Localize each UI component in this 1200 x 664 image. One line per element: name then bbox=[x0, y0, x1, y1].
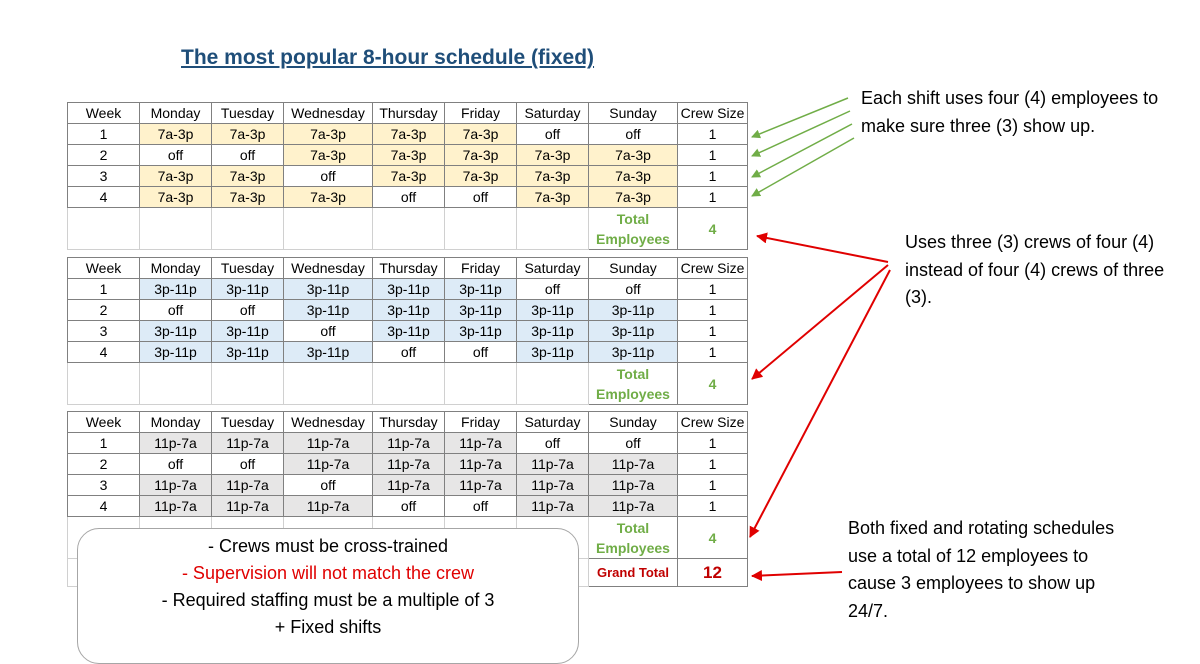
green-arrow-row-3 bbox=[752, 124, 852, 177]
total-employees-value: 4 bbox=[678, 363, 748, 405]
crew-size-cell: 1 bbox=[678, 475, 748, 496]
shift-cell: 11p-7a bbox=[517, 475, 589, 496]
notes-line-staffing: - Required staffing must be a multiple of 3 bbox=[161, 590, 495, 610]
column-header-sunday: Sunday bbox=[589, 412, 678, 433]
shift-cell: 3p-11p bbox=[517, 342, 589, 363]
shift-cell: 11p-7a bbox=[212, 496, 284, 517]
shift-cell: 11p-7a bbox=[589, 475, 678, 496]
shift-cell: 11p-7a bbox=[589, 496, 678, 517]
week-cell: 3 bbox=[68, 166, 140, 187]
column-header-monday: Monday bbox=[140, 258, 212, 279]
column-header-thursday: Thursday bbox=[373, 258, 445, 279]
shift-cell: 11p-7a bbox=[517, 454, 589, 475]
shift-cell: 11p-7a bbox=[373, 454, 445, 475]
shift-cell: 7a-3p bbox=[445, 145, 517, 166]
shift-cell: off bbox=[140, 145, 212, 166]
shift-cell: 3p-11p bbox=[212, 279, 284, 300]
shift-cell: off bbox=[517, 124, 589, 145]
shift-cell: 7a-3p bbox=[140, 166, 212, 187]
crew-size-cell: 1 bbox=[678, 300, 748, 321]
shift-cell: 11p-7a bbox=[284, 454, 373, 475]
shift-cell: off bbox=[517, 279, 589, 300]
shift-cell: 7a-3p bbox=[445, 124, 517, 145]
red-arrow-night-total bbox=[750, 270, 890, 537]
total-employees-value: 4 bbox=[678, 517, 748, 559]
shift-cell: off bbox=[589, 433, 678, 454]
notes-line-fixed-shifts: + Fixed shifts bbox=[274, 617, 382, 637]
shift-cell: 7a-3p bbox=[373, 166, 445, 187]
shift-cell: 7a-3p bbox=[140, 187, 212, 208]
week-cell: 4 bbox=[68, 342, 140, 363]
grand-total-value: 12 bbox=[678, 559, 748, 587]
shift-cell: off bbox=[589, 279, 678, 300]
page-title: The most popular 8-hour schedule (fixed) bbox=[181, 46, 595, 69]
column-header-saturday: Saturday bbox=[517, 258, 589, 279]
week-cell: 1 bbox=[68, 124, 140, 145]
shift-cell: 7a-3p bbox=[212, 124, 284, 145]
shift-cell: off bbox=[284, 321, 373, 342]
shift-cell: 7a-3p bbox=[589, 166, 678, 187]
column-header-friday: Friday bbox=[445, 103, 517, 124]
shift-cell: 3p-11p bbox=[140, 342, 212, 363]
crew-size-cell: 1 bbox=[678, 321, 748, 342]
shift-cell: 3p-11p bbox=[212, 342, 284, 363]
column-header-thursday: Thursday bbox=[373, 103, 445, 124]
column-header-crew-size: Crew Size bbox=[678, 258, 748, 279]
column-header-wednesday: Wednesday bbox=[284, 103, 373, 124]
shift-cell: 3p-11p bbox=[140, 279, 212, 300]
column-header-week: Week bbox=[68, 258, 140, 279]
shift-cell: 7a-3p bbox=[373, 145, 445, 166]
shift-cell: 3p-11p bbox=[589, 321, 678, 342]
red-arrow-evening-total bbox=[752, 265, 888, 379]
shift-cell: 11p-7a bbox=[445, 454, 517, 475]
shift-cell: 11p-7a bbox=[445, 475, 517, 496]
shift-cell: 7a-3p bbox=[284, 145, 373, 166]
column-header-week: Week bbox=[68, 412, 140, 433]
shift-cell: 3p-11p bbox=[373, 300, 445, 321]
shift-cell: off bbox=[517, 433, 589, 454]
week-cell: 4 bbox=[68, 187, 140, 208]
grand-total-annotation: Both fixed and rotating schedules use a total of 12 employees to cause 3 employees to show up 24/7. bbox=[848, 518, 1115, 621]
crew-size-cell: 1 bbox=[678, 279, 748, 300]
column-header-saturday: Saturday bbox=[517, 412, 589, 433]
shift-cell: 11p-7a bbox=[140, 475, 212, 496]
column-header-tuesday: Tuesday bbox=[212, 103, 284, 124]
crew-size-cell: 1 bbox=[678, 124, 748, 145]
shift-cell: off bbox=[373, 496, 445, 517]
shift-cell: 11p-7a bbox=[140, 496, 212, 517]
total-employees-label: Total Employees bbox=[589, 363, 678, 405]
total-employees-label: Total Employees bbox=[589, 517, 678, 559]
shift-cell: 7a-3p bbox=[445, 166, 517, 187]
total-employees-value: 4 bbox=[678, 208, 748, 250]
notes-line-cross-trained: - Crews must be cross-trained bbox=[207, 536, 449, 556]
grand-total-label: Grand Total bbox=[589, 559, 678, 587]
crew-size-cell: 1 bbox=[678, 433, 748, 454]
shift-cell: off bbox=[212, 454, 284, 475]
shift-cell: 11p-7a bbox=[284, 433, 373, 454]
shift-cell: 11p-7a bbox=[373, 433, 445, 454]
shift-cell: off bbox=[373, 187, 445, 208]
crew-size-cell: 1 bbox=[678, 166, 748, 187]
column-header-monday: Monday bbox=[140, 103, 212, 124]
shift-cell: 11p-7a bbox=[517, 496, 589, 517]
shift-cell: off bbox=[212, 300, 284, 321]
column-header-sunday: Sunday bbox=[589, 258, 678, 279]
shift-cell: off bbox=[212, 145, 284, 166]
shift-cell: off bbox=[284, 475, 373, 496]
shift-cell: 7a-3p bbox=[212, 166, 284, 187]
column-header-friday: Friday bbox=[445, 258, 517, 279]
crew-size-cell: 1 bbox=[678, 454, 748, 475]
week-cell: 2 bbox=[68, 454, 140, 475]
shift-cell: 3p-11p bbox=[589, 300, 678, 321]
shift-cell: 3p-11p bbox=[445, 279, 517, 300]
column-header-thursday: Thursday bbox=[373, 412, 445, 433]
crew-size-cell: 1 bbox=[678, 145, 748, 166]
week-cell: 4 bbox=[68, 496, 140, 517]
column-header-crew-size: Crew Size bbox=[678, 412, 748, 433]
crews-annotation: Uses three (3) crews of four (4) instead of four (4) crews of three (3). bbox=[905, 232, 1165, 307]
week-cell: 2 bbox=[68, 300, 140, 321]
shift-cell: 3p-11p bbox=[212, 321, 284, 342]
shift-cell: 3p-11p bbox=[517, 321, 589, 342]
shift-cell: 7a-3p bbox=[517, 187, 589, 208]
week-cell: 3 bbox=[68, 321, 140, 342]
shift-cell: 7a-3p bbox=[589, 145, 678, 166]
shift-cell: 3p-11p bbox=[373, 279, 445, 300]
green-arrow-row-1 bbox=[752, 98, 848, 137]
shift-cell: 3p-11p bbox=[589, 342, 678, 363]
shift-cell: off bbox=[140, 300, 212, 321]
shift-cell: 7a-3p bbox=[517, 166, 589, 187]
shift-cell: 3p-11p bbox=[284, 300, 373, 321]
shift-cell: 3p-11p bbox=[445, 321, 517, 342]
shift-cell: off bbox=[589, 124, 678, 145]
shift-cell: off bbox=[373, 342, 445, 363]
column-header-saturday: Saturday bbox=[517, 103, 589, 124]
shift-cell: 11p-7a bbox=[212, 433, 284, 454]
shift-cell: 7a-3p bbox=[284, 124, 373, 145]
column-header-week: Week bbox=[68, 103, 140, 124]
shift-cell: off bbox=[445, 342, 517, 363]
shift-cell: 11p-7a bbox=[140, 433, 212, 454]
crew-size-cell: 1 bbox=[678, 187, 748, 208]
shift-cell: 7a-3p bbox=[517, 145, 589, 166]
column-header-tuesday: Tuesday bbox=[212, 258, 284, 279]
green-arrow-row-4 bbox=[752, 138, 854, 196]
column-header-wednesday: Wednesday bbox=[284, 258, 373, 279]
column-header-crew-size: Crew Size bbox=[678, 103, 748, 124]
week-cell: 1 bbox=[68, 433, 140, 454]
total-employees-label: Total Employees bbox=[589, 208, 678, 250]
shift-cell: 7a-3p bbox=[589, 187, 678, 208]
shift-cell: off bbox=[140, 454, 212, 475]
shift-cell: 11p-7a bbox=[373, 475, 445, 496]
column-header-sunday: Sunday bbox=[589, 103, 678, 124]
shift-cell: off bbox=[445, 496, 517, 517]
column-header-friday: Friday bbox=[445, 412, 517, 433]
column-header-tuesday: Tuesday bbox=[212, 412, 284, 433]
column-header-wednesday: Wednesday bbox=[284, 412, 373, 433]
crew-size-annotation: Each shift uses four (4) employees to make sure three (3) show up. bbox=[861, 88, 1159, 136]
shift-cell: 11p-7a bbox=[445, 433, 517, 454]
crew-size-cell: 1 bbox=[678, 342, 748, 363]
shift-cell: off bbox=[284, 166, 373, 187]
notes-line-supervision: - Supervision will not match the crew bbox=[181, 563, 475, 583]
week-cell: 1 bbox=[68, 279, 140, 300]
red-arrow-grand-total bbox=[752, 572, 842, 576]
shift-cell: 3p-11p bbox=[284, 342, 373, 363]
shift-cell: 3p-11p bbox=[517, 300, 589, 321]
shift-cell: 11p-7a bbox=[212, 475, 284, 496]
week-cell: 3 bbox=[68, 475, 140, 496]
shift-cell: 7a-3p bbox=[212, 187, 284, 208]
crew-size-cell: 1 bbox=[678, 496, 748, 517]
shift-cell: 11p-7a bbox=[284, 496, 373, 517]
shift-cell: 11p-7a bbox=[589, 454, 678, 475]
shift-cell: 3p-11p bbox=[140, 321, 212, 342]
shift-cell: off bbox=[445, 187, 517, 208]
shift-cell: 3p-11p bbox=[445, 300, 517, 321]
shift-cell: 7a-3p bbox=[284, 187, 373, 208]
red-arrow-day-total bbox=[757, 236, 888, 262]
shift-cell: 3p-11p bbox=[284, 279, 373, 300]
column-header-monday: Monday bbox=[140, 412, 212, 433]
week-cell: 2 bbox=[68, 145, 140, 166]
shift-cell: 7a-3p bbox=[140, 124, 212, 145]
shift-cell: 3p-11p bbox=[373, 321, 445, 342]
shift-cell: 7a-3p bbox=[373, 124, 445, 145]
